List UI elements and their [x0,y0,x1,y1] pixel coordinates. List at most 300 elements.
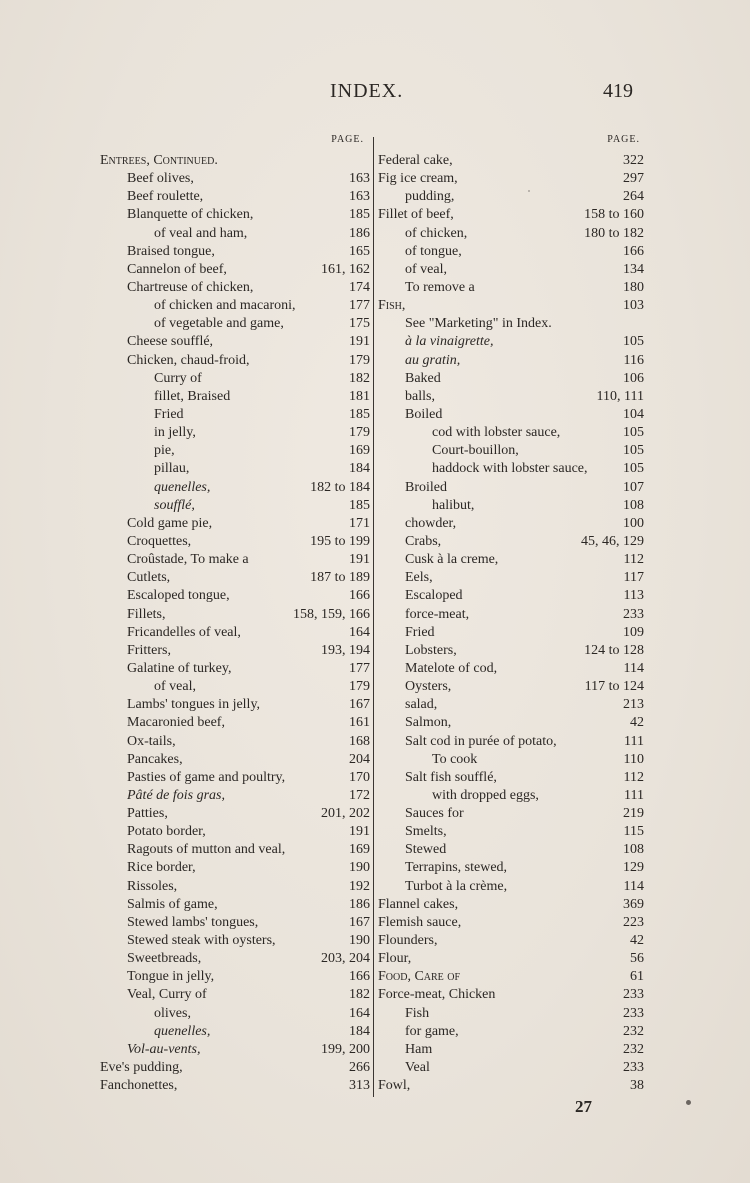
entry-term: Force-meat, Chicken [378,987,496,1003]
entry-term: Flemish sauce, [378,914,462,930]
entry-pages: 116 [623,352,644,368]
entry-term: Matelote of cod, [405,660,498,676]
entry-pages: 111 [624,787,644,803]
index-entry [100,751,370,769]
entry-term: Salt cod in purée of potato, [405,733,557,749]
entry-term: Rissoles, [127,878,178,894]
index-entry [100,1077,370,1095]
entry-term: pie, [154,443,175,459]
entry-pages: 168 [349,733,370,749]
index-entry [378,479,644,497]
paper-speck [528,190,530,192]
entry-pages: 100 [623,515,644,531]
entry-pages: 232 [623,1023,644,1039]
entry-pages: 184 [349,1023,370,1039]
entry-term: See "Marketing" in Index. [405,316,552,332]
index-entry [100,714,370,732]
entry-pages: 190 [349,860,370,876]
entry-pages: 192 [349,878,370,894]
entry-pages: 223 [623,914,644,930]
running-title: INDEX. [330,80,404,102]
entry-term: Rice border, [127,860,196,876]
entry-pages: 166 [349,588,370,604]
entry-pages: 185 [349,406,370,422]
index-entry [100,1023,370,1041]
index-entry [100,315,370,333]
index-entry [378,624,644,642]
entry-term: Escaloped tongue, [127,588,230,604]
entry-term: chowder, [405,515,457,531]
index-entry [378,914,644,932]
index-entry [100,823,370,841]
entry-pages: 191 [349,824,370,840]
index-entry [378,932,644,950]
entry-term: Veal, Curry of [127,987,207,1003]
entry-pages: 191 [349,552,370,568]
entry-term: of chicken and macaroni, [154,298,296,314]
entry-pages: 186 [349,225,370,241]
index-entry [100,188,370,206]
index-entry [100,479,370,497]
entry-pages: 322 [623,153,644,168]
entry-pages: 182 [349,370,370,386]
entry-term: au gratin, [405,352,461,368]
entry-pages: 117 to 124 [584,679,644,695]
index-entry [378,424,644,442]
index-entry [100,551,370,569]
index-entry [100,914,370,932]
entry-term: Eels, [405,570,433,586]
page-number: 419 [603,80,633,102]
entry-term: Beef roulette, [127,189,204,205]
entry-term: Sweetbreads, [127,951,202,967]
entry-pages: 177 [349,298,370,314]
index-entry [100,406,370,424]
entry-term: Ox-tails, [127,733,176,749]
entry-pages: 167 [349,914,370,930]
index-entry [378,696,644,714]
entry-pages: 134 [623,261,644,277]
entry-pages: 105 [623,443,644,459]
entry-term: halibut, [432,497,475,513]
entry-pages: 45, 46, 129 [581,533,644,549]
entry-term: Fried [154,406,184,422]
index-entry [378,442,644,460]
entry-pages: 179 [349,679,370,695]
index-entry [378,986,644,1004]
entry-pages: 167 [349,697,370,713]
entry-pages: 42 [630,715,644,731]
entry-term: Fried [405,624,435,640]
index-entry [378,243,644,261]
index-entry [378,878,644,896]
index-entry [378,1059,644,1077]
index-column-left [100,134,370,1095]
signature-mark: 27 [575,1097,592,1116]
entry-pages: 114 [623,878,644,894]
index-entry [100,859,370,877]
index-entry [100,606,370,624]
index-entry [100,279,370,297]
entry-term: à la vinaigrette, [405,334,494,350]
index-entry [100,152,370,170]
index-entry [100,515,370,533]
index-entry [378,170,644,188]
entry-pages: 112 [623,552,644,568]
entry-pages: 105 [623,461,644,477]
index-entry [378,515,644,533]
entry-pages: 182 [349,987,370,1003]
entry-pages: 313 [349,1078,370,1094]
entry-pages: 163 [349,189,370,205]
entry-pages: 232 [623,1041,644,1057]
index-entry [378,297,644,315]
entry-pages: 158 to 160 [584,207,644,223]
entry-term: Tongue in jelly, [127,969,215,985]
index-entry [100,333,370,351]
entry-pages: 191 [349,334,370,350]
entry-pages: 114 [623,660,644,676]
index-entry [378,1041,644,1059]
entry-term: Salt fish soufflé, [405,769,497,785]
entry-pages: 115 [623,824,644,840]
entry-pages: 266 [349,1060,370,1076]
entry-pages [638,315,644,333]
index-entry-list [100,152,370,1095]
entry-pages: 104 [623,406,644,422]
entry-pages: 169 [349,443,370,459]
entry-term: Lobsters, [405,642,457,658]
entry-pages: 111 [624,733,644,749]
entry-term: Fritters, [127,642,171,658]
entry-term: Stewed lambs' tongues, [127,914,259,930]
entry-term: Cusk à la creme, [405,552,499,568]
entry-term: Cannelon of beef, [127,261,227,277]
index-entry [378,660,644,678]
entry-pages: 201, 202 [321,806,370,822]
entry-term: balls, [405,388,435,404]
index-entry [100,805,370,823]
index-entry [378,642,644,660]
index-entry [378,352,644,370]
entry-pages: 213 [623,697,644,713]
entry-term: Galatine of turkey, [127,660,232,676]
entry-term: in jelly, [154,425,196,441]
entry-term: Entrees, Continued. [100,153,218,168]
entry-term: Fanchonettes, [100,1078,178,1094]
entry-pages: 166 [623,243,644,259]
entry-term: Escaloped [405,588,463,604]
index-entry [100,624,370,642]
index-entry [100,1005,370,1023]
entry-pages: 185 [349,497,370,513]
index-entry [378,968,644,986]
index-entry [378,678,644,696]
entry-pages: 171 [349,515,370,531]
index-entry [378,896,644,914]
entry-term: Court-bouillon, [432,443,519,459]
index-entry [378,751,644,769]
index-entry [100,497,370,515]
entry-pages: 165 [349,243,370,259]
entry-pages: 129 [623,860,644,876]
index-entry [378,823,644,841]
entry-pages: 174 [349,279,370,295]
entry-pages: 109 [623,624,644,640]
entry-pages: 161, 162 [321,261,370,277]
entry-term: Boiled [405,406,443,422]
entry-term: pillau, [154,461,190,477]
index-entry [378,406,644,424]
entry-pages: 163 [349,171,370,187]
entry-pages: 219 [623,806,644,822]
index-entry [378,787,644,805]
entry-term: cod with lobster sauce, [432,425,561,441]
entry-pages: 42 [630,933,644,949]
entry-term: pudding, [405,189,455,205]
entry-term: Lambs' tongues in jelly, [127,697,261,713]
index-entry [378,1005,644,1023]
entry-pages: 182 to 184 [310,479,370,495]
entry-term: Stewed [405,842,447,858]
index-entry [378,733,644,751]
index-entry [100,352,370,370]
entry-pages: 233 [623,606,644,622]
index-entry [378,769,644,787]
entry-term: Pancakes, [127,751,183,767]
entry-term: Fish [405,1005,430,1021]
entry-term: of veal, [405,261,447,277]
index-entry [100,968,370,986]
entry-term: Terrapins, stewed, [405,860,508,876]
index-entry [100,442,370,460]
index-entry [100,569,370,587]
index-entry [100,733,370,751]
index-entry [378,261,644,279]
entry-pages: 190 [349,933,370,949]
entry-term: Cold game pie, [127,515,213,531]
index-entry [378,333,644,351]
entry-pages: 103 [623,298,644,314]
entry-term: Federal cake, [378,153,453,168]
entry-pages: 233 [623,1005,644,1021]
entry-term: quenelles, [154,479,211,495]
index-entry [378,497,644,515]
entry-term: of vegetable and game, [154,316,284,332]
entry-pages: 193, 194 [321,642,370,658]
entry-pages: 110 [623,751,644,767]
entry-term: Fricandelles of veal, [127,624,241,640]
entry-term: Braised tongue, [127,243,215,259]
index-entry [100,424,370,442]
index-entry [378,370,644,388]
entry-pages [364,152,370,170]
entry-term: Broiled [405,479,447,495]
entry-term: Flounders, [378,933,438,949]
page-header [0,80,750,106]
index-entry [378,279,644,297]
entry-term: Blanquette of chicken, [127,207,254,223]
entry-term: Pasties of game and poultry, [127,769,286,785]
index-entry [100,878,370,896]
entry-pages: 105 [623,425,644,441]
index-entry [378,841,644,859]
entry-pages: 369 [623,896,644,912]
entry-pages: 117 [623,570,644,586]
entry-pages: 264 [623,189,644,205]
column-divider [373,137,374,1097]
entry-pages: 233 [623,1060,644,1076]
entry-term: of veal, [154,679,196,695]
index-entry [378,188,644,206]
index-entry [100,896,370,914]
entry-term: Ragouts of mutton and veal, [127,842,286,858]
entry-term: salad, [405,697,438,713]
entry-term: Salmon, [405,715,452,731]
entry-term: To remove a [405,279,475,295]
entry-pages: 56 [630,951,644,967]
index-entry [100,225,370,243]
entry-pages: 108 [623,497,644,513]
entry-pages: 195 to 199 [310,533,370,549]
entry-pages: 180 to 182 [584,225,644,241]
entry-pages: 203, 204 [321,951,370,967]
entry-pages: 181 [349,388,370,404]
index-entry [100,170,370,188]
index-entry [378,1077,644,1095]
entry-term: Smelts, [405,824,447,840]
entry-pages: 185 [349,207,370,223]
entry-term: of veal and ham, [154,225,248,241]
index-entry [378,950,644,968]
entry-term: with dropped eggs, [432,787,539,803]
entry-pages: 204 [349,751,370,767]
entry-pages: 169 [349,842,370,858]
index-entry [100,660,370,678]
entry-pages: 124 to 128 [584,642,644,658]
entry-term: Ham [405,1041,433,1057]
entry-term: Oysters, [405,679,452,695]
entry-pages: 112 [623,769,644,785]
entry-term: Fillets, [127,606,166,622]
entry-pages: 164 [349,624,370,640]
entry-pages: 106 [623,370,644,386]
entry-pages: 177 [349,660,370,676]
entry-term: Chicken, chaud-froid, [127,352,250,368]
entry-pages: 164 [349,1005,370,1021]
page-column-heading: PAGE. [331,134,364,145]
entry-term: Cheese soufflé, [127,334,214,350]
entry-pages: 179 [349,425,370,441]
entry-pages: 297 [623,171,644,187]
entry-term: Beef olives, [127,171,194,187]
entry-term: Fig ice cream, [378,171,458,187]
entry-pages: 184 [349,461,370,477]
index-entry [100,261,370,279]
entry-term: To cook [432,751,478,767]
entry-term: Crabs, [405,533,442,549]
index-entry [378,152,644,170]
entry-term: Stewed steak with oysters, [127,933,276,949]
index-entry [100,787,370,805]
entry-pages: 158, 159, 166 [293,606,370,622]
entry-term: Flannel cakes, [378,896,459,912]
entry-term: Sauces for [405,806,464,822]
entry-term: Fillet of beef, [378,207,454,223]
index-entry [100,769,370,787]
index-entry [100,696,370,714]
index-entry [378,805,644,823]
entry-term: fillet, Braised [154,388,231,404]
entry-pages: 233 [623,987,644,1003]
entry-term: haddock with lobster sauce, [432,461,588,477]
entry-pages: 108 [623,842,644,858]
index-entry [100,932,370,950]
entry-term: for game, [405,1023,459,1039]
index-entry [378,606,644,624]
index-entry [378,551,644,569]
entry-pages: 187 to 189 [310,570,370,586]
entry-pages: 170 [349,769,370,785]
index-entry [378,587,644,605]
index-entry-list [378,152,644,1095]
entry-term: Turbot à la crème, [405,878,508,894]
index-entry [100,642,370,660]
index-entry [378,859,644,877]
index-entry [100,986,370,1004]
index-entry [100,1059,370,1077]
entry-term: Patties, [127,806,168,822]
entry-pages: 107 [623,479,644,495]
entry-term: Chartreuse of chicken, [127,279,254,295]
entry-term: Baked [405,370,441,386]
paper-speck [686,1100,691,1105]
index-entry [378,714,644,732]
index-entry [378,533,644,551]
page-column-heading: PAGE. [607,134,640,145]
entry-term: Croquettes, [127,533,192,549]
index-entry [378,1023,644,1041]
entry-term: olives, [154,1005,191,1021]
entry-term: of tongue, [405,243,462,259]
entry-pages: 172 [349,787,370,803]
index-entry [100,206,370,224]
entry-term: Macaronied beef, [127,715,225,731]
index-entry [100,297,370,315]
entry-term: Food, Care of [378,969,461,985]
index-entry [100,370,370,388]
entry-pages: 61 [630,969,644,985]
index-column-right [378,134,644,1095]
entry-pages: 186 [349,896,370,912]
index-entry [100,460,370,478]
entry-term: Salmis of game, [127,896,218,912]
entry-pages: 199, 200 [321,1041,370,1057]
entry-term: quenelles, [154,1023,211,1039]
index-entry [378,315,644,333]
entry-term: Eve's pudding, [100,1060,183,1076]
entry-term: Flour, [378,951,412,967]
index-entry [378,225,644,243]
index-entry [100,1041,370,1059]
entry-pages: 105 [623,334,644,350]
index-entry [378,388,644,406]
entry-pages: 161 [349,715,370,731]
entry-term: Potato border, [127,824,206,840]
entry-term: force-meat, [405,606,470,622]
index-entry [100,950,370,968]
entry-term: Croûstade, To make a [127,552,249,568]
